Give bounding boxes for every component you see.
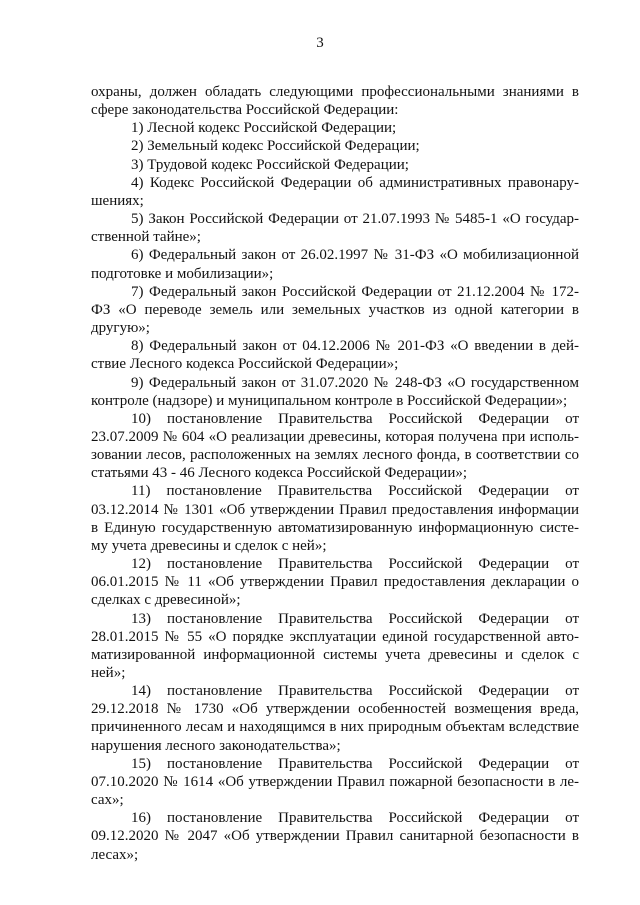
paragraph-intro: охраны, должен обладать следующими профессиональными знаниями в сфере законодательства Российской Федерации: <box>91 84 579 119</box>
list-item-4: 4) Кодекс Российской Федерации об административных правонарушениях; <box>91 174 579 209</box>
list-item-12: 12) постановление Правительства Российской Федерации от 06.01.2015 № 11 «Об утверждении Правил предоставления декларации о сделках с древесиной»; <box>91 556 579 609</box>
list-item-8: 8) Федеральный закон от 04.12.2006 № 201-ФЗ «О введении в действие Лесного кодекса Российской Федерации»; <box>91 338 579 373</box>
list-item-2: 2) Земельный кодекс Российской Федерации; <box>131 138 420 155</box>
list-item-13: 13) постановление Правительства Российской Федерации от 28.01.2015 № 55 «О порядке эксплуатации единой государственной автоматизированной информационной системы учета древесины и сделок с ней»; <box>91 610 579 681</box>
list-item-1: 1) Лесной кодекс Российской Федерации; <box>131 120 397 137</box>
list-item-14: 14) постановление Правительства Российской Федерации от 29.12.2018 № 1730 «Об утверждении особенностей возмещения вреда, причиненного лесам и находящимся в них природным объектам вследствие нарушения лесного законодательства»; <box>91 683 579 754</box>
list-item-9: 9) Федеральный закон от 31.07.2020 № 248-ФЗ «О государственном контроле (надзоре) и муниципальном контроле в Российской Федерации»; <box>91 374 579 409</box>
list-item-11: 11) постановление Правительства Российской Федерации от 03.12.2014 № 1301 «Об утверждении Правил предоставления информации в Единую государственную автоматизированную информационную систему учета древесины и сделок с ней»; <box>91 483 579 554</box>
document-body <box>91 83 579 864</box>
list-item-15: 15) постановление Правительства Российской Федерации от 07.10.2020 № 1614 «Об утверждении Правил пожарной безопасности в лесах»; <box>91 755 579 809</box>
list-item-10: 10) постановление Правительства Российской Федерации от 23.07.2009 № 604 «О реализации древесины, которая получена при использовании лесов, расположенных на землях лесного фонда, в соответствии со статьями 43 - 46 Лесного кодекса Российской Федерации»; <box>91 410 579 482</box>
list-item-6: 6) Федеральный закон от 26.02.1997 № 31-ФЗ «О мобилизационной подготовке и мобилизации»; <box>91 247 579 282</box>
list-item-16: 16) постановление Правительства Российской Федерации от 09.12.2020 № 2047 «Об утверждении Правил санитарной безопасности в лесах»; <box>91 810 579 863</box>
list-item-3: 3) Трудовой кодекс Российской Федерации; <box>131 156 409 173</box>
list-item-5: 5) Закон Российской Федерации от 21.07.1993 № 5485-1 «О государственной тайне»; <box>91 211 579 246</box>
page-number: 3 <box>316 35 324 51</box>
list-item-7: 7) Федеральный закон Российской Федерации от 21.12.2004 № 172-ФЗ «О переводе земель или земельных участков из одной категории в другую»; <box>91 283 579 337</box>
